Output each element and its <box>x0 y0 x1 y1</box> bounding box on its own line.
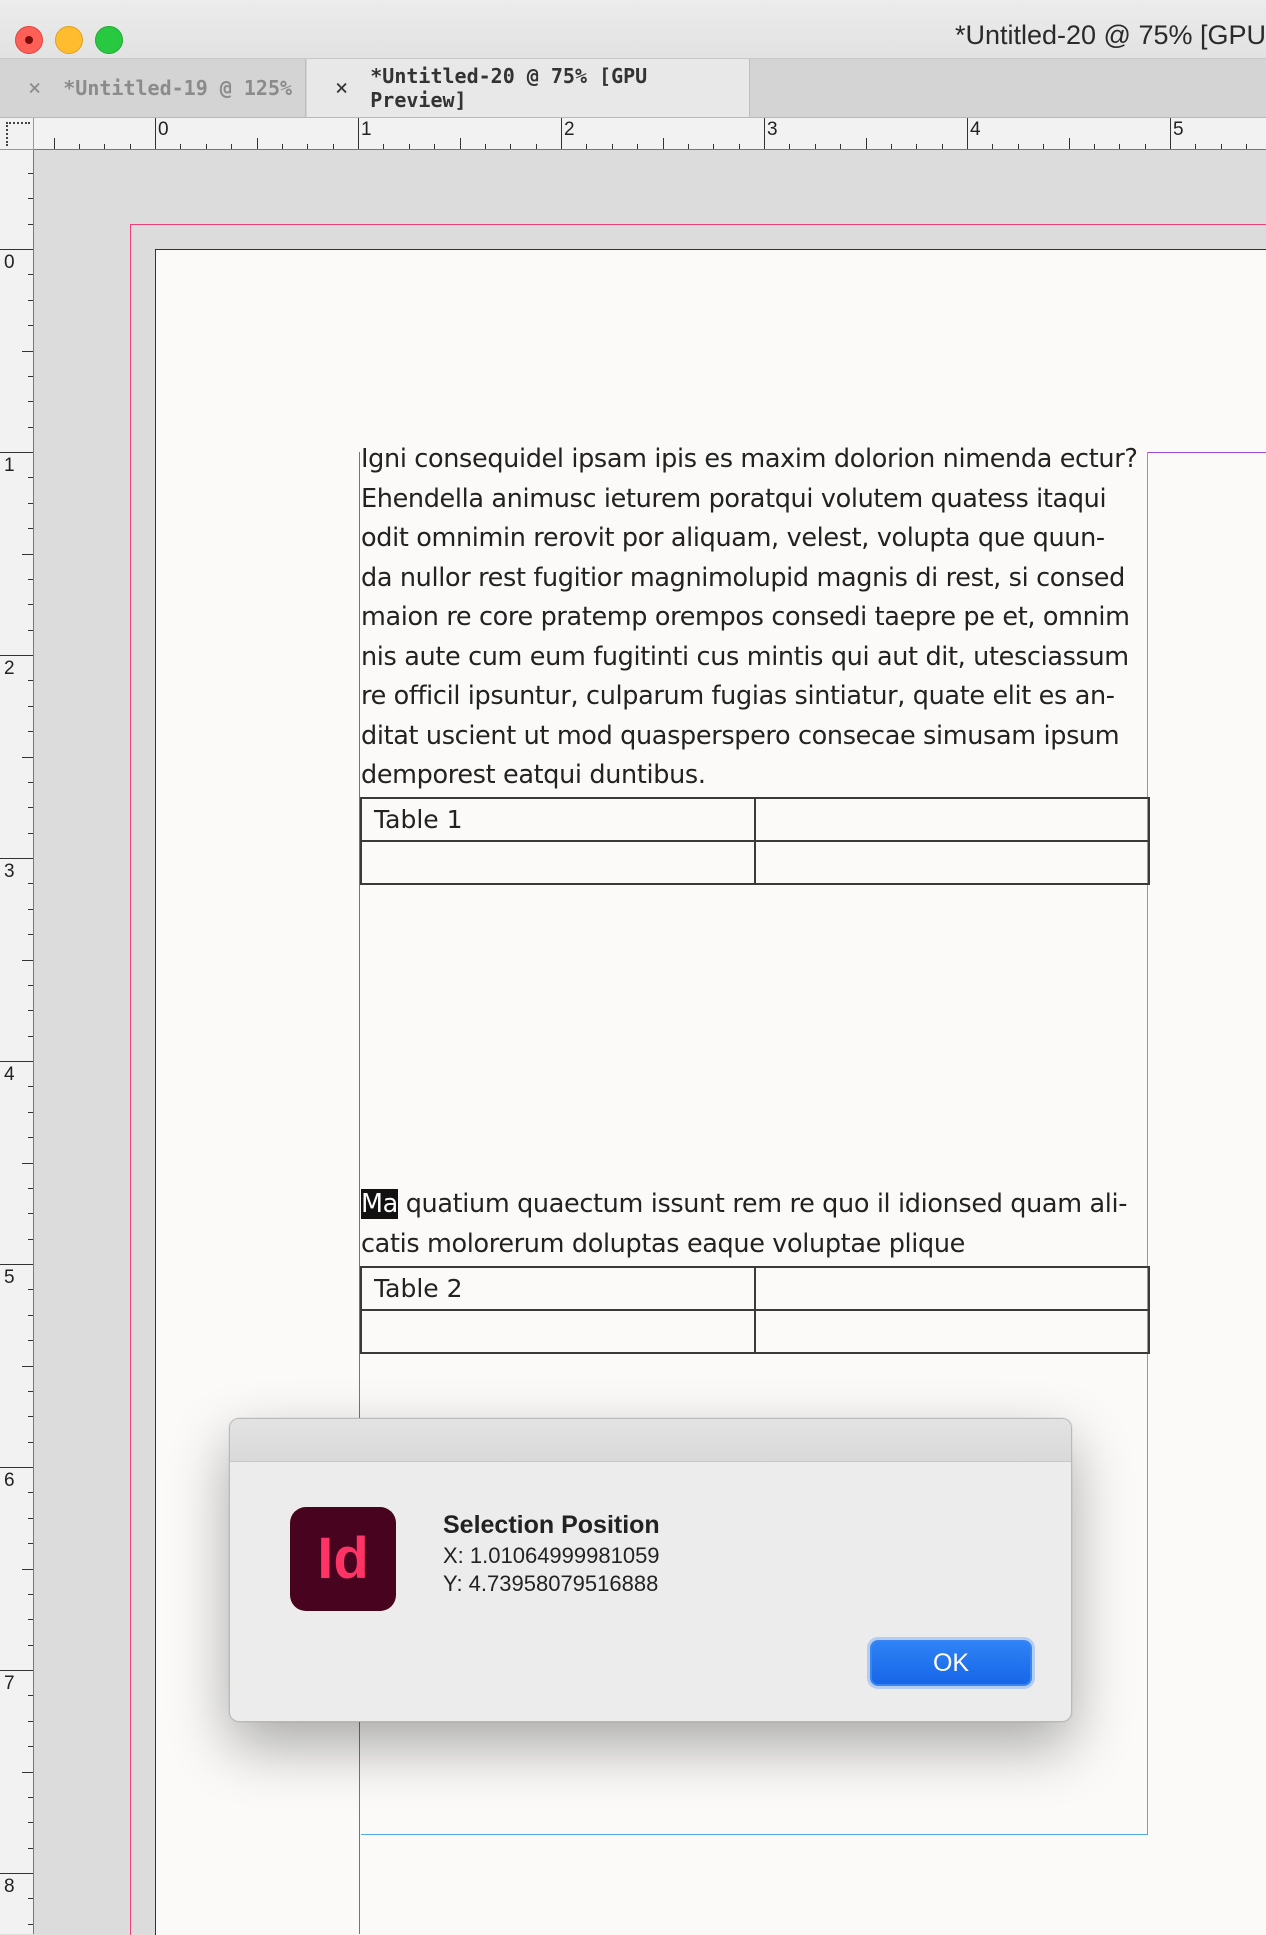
ruler-tick <box>0 1061 34 1062</box>
ruler-label: 1 <box>4 455 15 476</box>
ruler-tick <box>22 1569 34 1570</box>
ruler-label: 8 <box>4 1876 15 1897</box>
ruler-label: 0 <box>4 252 15 273</box>
table-row <box>361 1267 1149 1310</box>
ruler-tick <box>22 757 34 758</box>
table-row <box>361 798 1149 841</box>
tab-close-icon[interactable]: × <box>335 75 349 101</box>
tab-untitled-20[interactable] <box>307 59 750 117</box>
ruler-label: 5 <box>4 1267 15 1288</box>
ruler-tick <box>1069 138 1070 150</box>
ruler-tick <box>0 655 34 656</box>
ruler-tick <box>22 1366 34 1367</box>
dialog-title: Selection Position <box>443 1511 660 1539</box>
ruler-tick <box>0 1264 34 1265</box>
table-1[interactable] <box>360 797 1150 885</box>
close-window-button[interactable] <box>15 26 43 54</box>
text-line: maion re core pratemp orempos consedi taepre pe et, omnim <box>361 602 1130 632</box>
ruler-label: 4 <box>4 1064 15 1085</box>
text-line: re officil ipsuntur, culparum fugias sintiatur, quate elit es an- <box>361 681 1115 711</box>
window-titlebar <box>0 0 1266 59</box>
ruler-tick <box>0 249 34 250</box>
ruler-tick <box>866 138 867 150</box>
text-line: catis molorerum doluptas eaque voluptae plique <box>361 1228 965 1259</box>
ruler-tick <box>22 960 34 961</box>
text-line: nis aute cum eum fugitinti cus mintis qui aut dit, utesciassum <box>361 641 1129 672</box>
ruler-label: 3 <box>4 861 15 882</box>
document-tab-bar <box>0 59 1266 118</box>
ruler-tick <box>0 1873 34 1874</box>
table-2[interactable] <box>360 1266 1150 1354</box>
ruler-tick <box>764 118 765 150</box>
table-cell[interactable]: Table 2 <box>361 1267 755 1310</box>
text-line: Igni consequidel ipsam ipis es maxim dolorion nimenda ectur? <box>361 444 1138 474</box>
ruler-label: 7 <box>4 1673 15 1694</box>
table-row <box>361 841 1149 884</box>
ruler-tick <box>967 118 968 150</box>
table-cell[interactable]: Table 1 <box>361 798 755 841</box>
text-line <box>361 1185 1151 1225</box>
ruler-tick <box>22 351 34 352</box>
tab-untitled-19[interactable] <box>0 59 306 117</box>
table-cell[interactable] <box>755 798 1149 841</box>
dialog-title-bar[interactable] <box>230 1419 1071 1462</box>
table-cell[interactable] <box>755 1310 1149 1353</box>
horizontal-ruler[interactable] <box>34 118 1266 150</box>
y-position-text: Y: 4.73958079516888 <box>443 1571 659 1596</box>
minimize-window-button[interactable] <box>55 26 83 54</box>
ruler-tick <box>0 1670 34 1671</box>
window-title: *Untitled-20 @ 75% [GPU <box>954 20 1266 50</box>
ruler-tick <box>1170 118 1171 150</box>
ruler-label: 4 <box>970 119 981 140</box>
table-cell[interactable] <box>361 841 755 884</box>
margin-guide-horizontal <box>1148 452 1266 453</box>
table-cell[interactable] <box>361 1310 755 1353</box>
ruler-tick <box>358 118 359 150</box>
text-selection[interactable]: Ma <box>361 1189 398 1219</box>
ruler-label: 2 <box>4 658 15 679</box>
paragraph-1[interactable] <box>361 440 1151 796</box>
ruler-label: 6 <box>4 1470 15 1491</box>
ruler-tick <box>0 1467 34 1468</box>
tab-label: *Untitled-19 @ 125% <box>63 76 293 100</box>
ruler-label: 5 <box>1173 119 1184 140</box>
ruler-tick <box>561 118 562 150</box>
indesign-app-icon: Id <box>290 1507 396 1611</box>
ruler-label: 0 <box>158 119 169 140</box>
selection-position-dialog <box>229 1418 1072 1722</box>
ruler-tick <box>54 138 55 150</box>
ruler-label: 3 <box>767 119 778 140</box>
table-cell[interactable] <box>755 1267 1149 1310</box>
ruler-label: 1 <box>361 119 372 140</box>
table-row <box>361 1310 1149 1353</box>
zoom-window-button[interactable] <box>95 26 123 54</box>
ruler-label: 2 <box>564 119 575 140</box>
text-run: quatium quaectum issunt rem re quo il idionsed quam ali- <box>405 1189 1128 1219</box>
table-cell[interactable] <box>755 841 1149 884</box>
paragraph-2[interactable] <box>361 1185 1151 1264</box>
ruler-tick <box>663 138 664 150</box>
tab-label: *Untitled-20 @ 75% [GPU Preview] <box>370 64 648 112</box>
ruler-origin-crosshair-icon[interactable] <box>0 118 34 150</box>
ruler-tick <box>22 1772 34 1773</box>
ruler-tick <box>22 554 34 555</box>
ruler-tick <box>0 858 34 859</box>
text-line: da nullor rest fugitior magnimolupid magnis di rest, si consed <box>361 562 1125 593</box>
ruler-tick <box>155 118 156 150</box>
x-position-text: X: 1.01064999981059 <box>443 1543 660 1568</box>
ruler-tick <box>0 452 34 453</box>
ok-button[interactable]: OK <box>870 1640 1032 1686</box>
ruler-tick <box>460 138 461 150</box>
text-line: ditat uscient ut mod quasperspero consecae simusam ipsum <box>361 720 1120 751</box>
tab-close-icon[interactable]: × <box>28 75 42 101</box>
text-line: demporest eatqui duntibus. <box>361 760 706 790</box>
text-line: Ehendella animusc ieturem poratqui volutem quatess itaqui <box>361 483 1107 514</box>
ruler-tick <box>257 138 258 150</box>
text-line: odit omnimin rerovit por aliquam, velest, volupta que quun- <box>361 523 1105 553</box>
ruler-tick <box>22 1163 34 1164</box>
vertical-ruler[interactable] <box>0 150 34 1934</box>
